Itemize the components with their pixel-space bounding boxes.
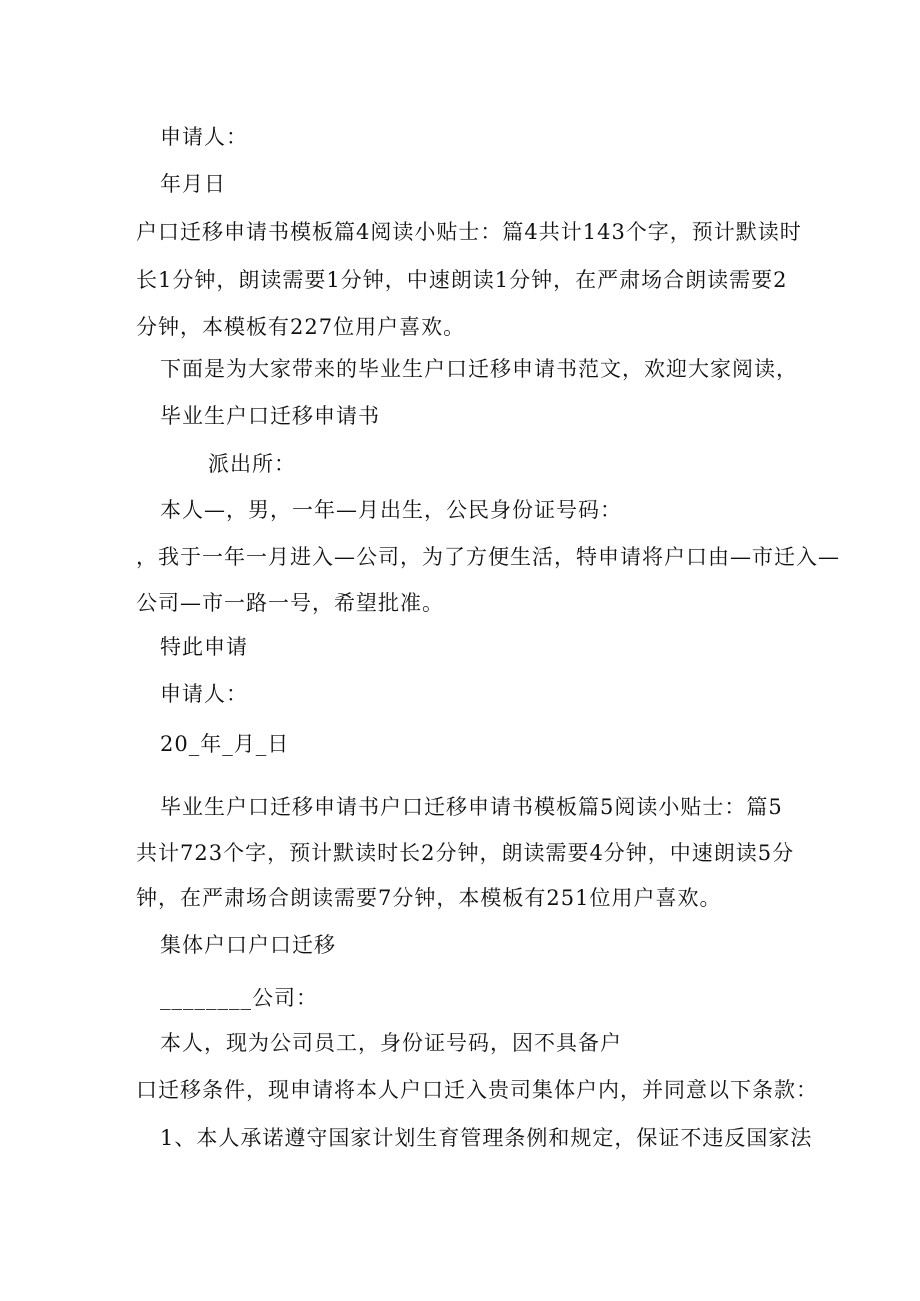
clause-1: 1、本人承诺遵守国家计划生育管理条例和规定，保证不违反国家法 [160, 1126, 813, 1150]
date-line: 年月日 [160, 172, 226, 196]
body-line-1: 本人—，男，一年—月出生，公民身份证号码： [160, 498, 622, 522]
applicant-label: 申请人： [160, 125, 248, 149]
body-line-3: 公司—市一路一号，希望批准。 [136, 591, 444, 615]
intro-paragraph: 下面是为大家带来的毕业生户口迁移申请书范文，欢迎大家阅读， [160, 357, 798, 381]
date-line-2: 20_年_月_日 [160, 732, 290, 756]
closing-phrase: 特此申请 [160, 635, 248, 659]
body-line-2: ，我于一年一月进入—公司，为了方便生活，特申请将户口由—市迁入— [136, 545, 840, 569]
salutation: 派出所： [208, 452, 296, 476]
template-4-tip-line-3: 分钟，本模板有227位用户喜欢。 [136, 315, 466, 339]
company-salutation: ________公司： [160, 986, 318, 1010]
section-title: 毕业生户口迁移申请书 [160, 404, 380, 428]
body-line-5: 口迁移条件，现申请将本人户口迁入贵司集体户内，并同意以下条款： [136, 1078, 818, 1102]
applicant-label-2: 申请人： [160, 682, 248, 706]
template-5-tip-line-1: 毕业生户口迁移申请书户口迁移申请书模板篇5阅读小贴士：篇5 [160, 795, 783, 819]
body-line-4: 本人，现为公司员工，身份证号码，因不具备户 [160, 1031, 622, 1055]
section-title-2: 集体户口户口迁移 [160, 933, 336, 957]
template-4-tip-line-2: 长1分钟，朗读需要1分钟，中速朗读1分钟，在严肃场合朗读需要2 [136, 268, 788, 292]
template-4-tip-line-1: 户口迁移申请书模板篇4阅读小贴士：篇4共计143个字，预计默读时 [136, 220, 802, 244]
template-5-tip-line-3: 钟，在严肃场合朗读需要7分钟，本模板有251位用户喜欢。 [136, 886, 722, 910]
template-5-tip-line-2: 共计723个字，预计默读时长2分钟，朗读需要4分钟，中速朗读5分 [136, 841, 795, 865]
